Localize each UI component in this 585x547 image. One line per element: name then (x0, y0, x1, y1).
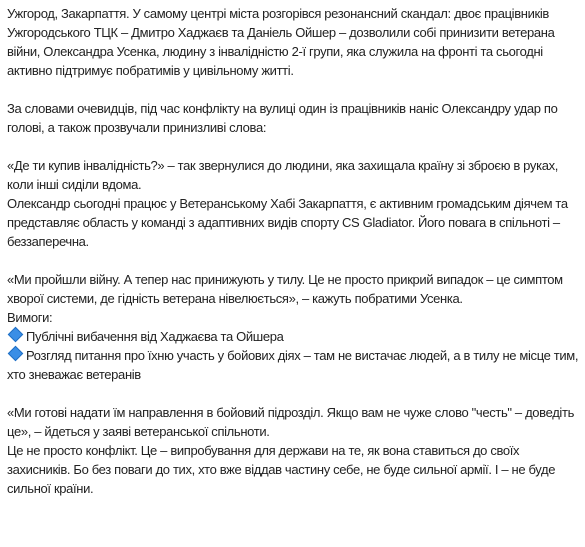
statement-paragraph: «Ми готові надати їм направлення в бойовий підрозділ. Якщо вам не чуже слово "честь" – доведіть це», – йдеться у заяві ветеранської спільноти. (7, 405, 574, 439)
intro-paragraph: Ужгород, Закарпаття. У самому центрі міста розгорівся резонансний скандал: двоє працівників Ужгородського ТЦК – Дмитро Хаджаєв та Даніель Ойшер – дозволили собі принизити ветерана війни, Олександра Усенка, людину з інвалідністю 2-ї групи, яка служила на фронті та сьогодні активно підтримує побратимів у цивільному житті. (7, 6, 555, 78)
blue-diamond-icon (8, 327, 24, 343)
comrades-quote-paragraph: «Ми пройшли війну. А тепер нас принижують у тилу. Це не просто прикрий випадок – це симптом хворої системи, де гідність ветерана нівелюється», – кажуть побратими Усенка. (7, 272, 563, 306)
paragraph-gap (7, 251, 580, 270)
demand-item (7, 327, 580, 346)
demand-text: Розгляд питання про їхню участь у бойових діях – там не вистачає людей, а в тилу не місце тим, хто зневажає ветеранів (7, 348, 579, 382)
paragraph-gap (7, 80, 580, 99)
paragraph-gap (7, 137, 580, 156)
demand-text: Публічні вибачення від Хаджаєва та Ойшера (26, 329, 284, 344)
bio-paragraph: Олександр сьогодні працює у Ветеранському Хабі Закарпаття, є активним громадським діячем та представляє область у команді з адаптивних видів спорту CS Gladiator. Його повага в спільноті – беззаперечна. (7, 196, 568, 249)
quote-paragraph: «Де ти купив інвалідність?» – так звернулися до людини, яка захищала країну зі зброєю в руках, коли інші сиділи вдома. (7, 158, 558, 192)
conclusion-paragraph: Це не просто конфлікт. Це – випробування для держави на те, як вона ставиться до своїх захисників. Бо без поваги до тих, хто вже віддав частину себе, не буде сильної армії. І – не буде сильної країни. (7, 443, 556, 496)
blue-diamond-icon (8, 346, 24, 362)
witness-paragraph: За словами очевидців, під час конфлікту на вулиці один із працівників наніс Олександру удар по голові, а також прозвучали принизливі слова: (7, 101, 558, 135)
paragraph-gap (7, 384, 580, 403)
demand-item (7, 346, 580, 384)
demands-label: Вимоги: (7, 310, 53, 325)
